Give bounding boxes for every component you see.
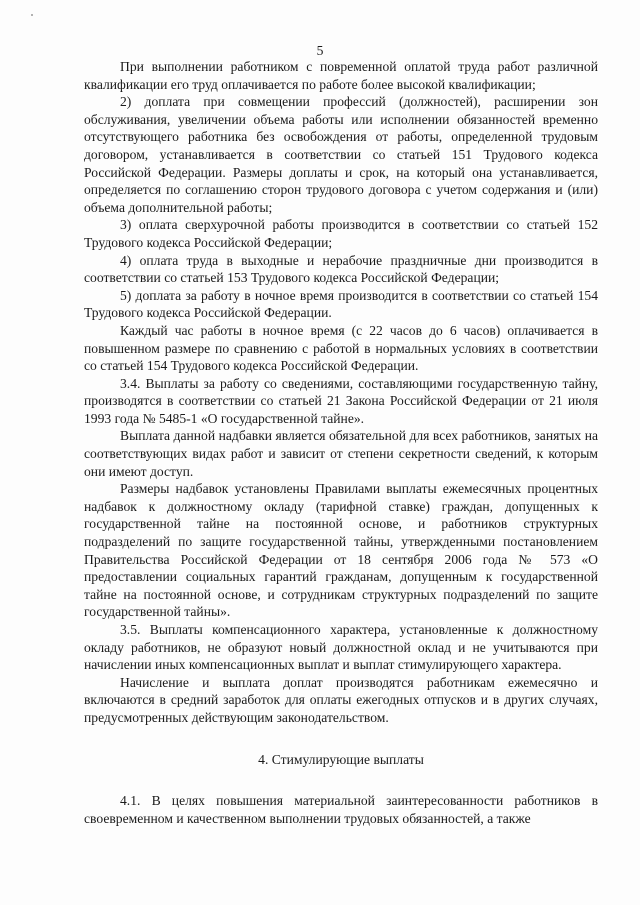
paragraph: 3) оплата сверхурочной работы производится в соответствии со статьей 152 Трудового кодекса Российской Федерации; bbox=[84, 217, 598, 250]
paragraph: Начисление и выплата доплат производятся работникам ежемесячно и включаются в средний заработок для оплаты ежегодных отпусков и в других случаях, предусмотренных действующим законодательством. bbox=[84, 674, 598, 725]
paragraph: 5) доплата за работу в ночное время производится в соответствии со статьей 154 Трудового кодекса Российской Федерации. bbox=[84, 287, 598, 321]
paragraph: 3.5. Выплаты компенсационного характера, установленные к должностному окладу работников, не образуют новый должностной оклад и не учитываются при начислении иных компенсационных выплат и выплат стимулирующего характера. bbox=[84, 622, 598, 673]
paragraph: Каждый час работы в ночное время (с 22 часов до 6 часов) оплачивается в повышенном размере по сравнению с работой в нормальных условиях в соответствии со статьей 154 Трудового кодекса Российской Федерации. bbox=[84, 322, 598, 374]
section-heading: 4. Стимулирующие выплаты bbox=[258, 751, 424, 767]
paragraph: 4.1. В целях повышения материальной заинтересованности работников в своевременном и качественном выполнении трудовых обязанностей, а также bbox=[84, 793, 598, 826]
paragraph: 4) оплата труда в выходные и нерабочие праздничные дни производится в соответствии со статьей 153 Трудового кодекса Российской Федерации; bbox=[84, 252, 598, 286]
paragraph: Размеры надбавок установлены Правилами выплаты ежемесячных процентных надбавок к должностному окладу (тарифной ставке) граждан, допущенных к государственной тайне на постоянной основе, и работников структурных подразделений по защите государственной тайны, утвержденными постановлением Правительства Российской Федерации от 18 сентября 2006 года № 573 «О предоставлении социальных гарантий гражданам, допущенным к государственной тайне на постоянной основе, и сотрудникам структурных подразделений по защите государственной тайны». bbox=[84, 481, 598, 620]
paragraph: Выплата данной надбавки является обязательной для всех работников, занятых на соответствующих видах работ и зависит от степени секретности сведений, к которым они имеют доступ. bbox=[84, 428, 598, 479]
document-body bbox=[84, 58, 598, 827]
paragraph: 3.4. Выплаты за работу со сведениями, составляющими государственную тайну, производятся в соответствии со статьей 21 Закона Российской Федерации от 21 июля 1993 года № 5485-1 «О государственной тайне». bbox=[84, 375, 598, 426]
paragraph: 2) доплата при совмещении профессий (должностей), расширении зон обслуживания, увеличении объема работы или исполнении обязанностей временно отсутствующего работника без освобождения от работы, определенной трудовым договором, устанавливается в соответствии со статьей 151 Трудового кодекса Российской Федерации. Размеры доплаты и срок, на который она устанавливается, определяется по соглашению сторон трудового договора с учетом содержания и (или) объема дополнительной работы; bbox=[84, 94, 598, 215]
paragraph: При выполнении работником с повременной оплатой труда работ различной квалификации его труд оплачивается по работе более высокой квалификации; bbox=[84, 59, 598, 92]
page-number: 5 bbox=[316, 43, 324, 58]
scan-speck bbox=[31, 14, 33, 16]
